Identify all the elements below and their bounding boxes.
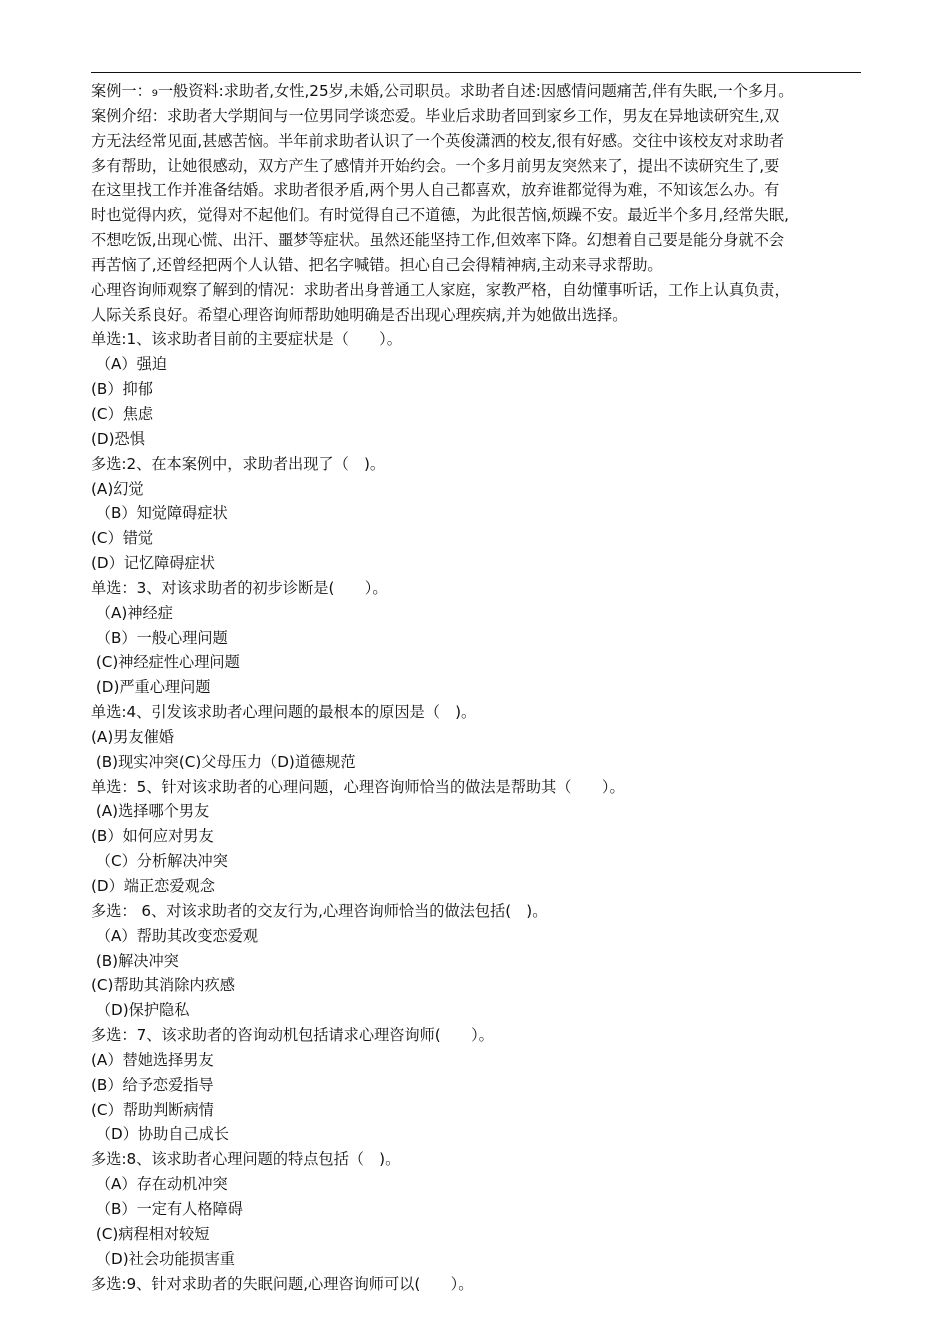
text-line: 多选： 6、对该求助者的交友行为,心理咨询师恰当的做法包括( )。	[91, 901, 548, 920]
text-line: (C)病程相对较短	[91, 1224, 210, 1243]
text-line: 在这里找工作并准备结婚。求助者很矛盾,两个男人自己都喜欢，放弃谁都觉得为难，不知该怎么办。有	[91, 181, 780, 200]
text-line: (D）端正恋爱观念	[91, 877, 215, 895]
text-line: （D）协助自己成长	[91, 1125, 230, 1144]
text-line: (C）焦虑	[91, 404, 154, 423]
text-line: 单选：5、针对该求助者的心理问题，心理咨询师恰当的做法是帮助其（ ）。	[91, 777, 625, 796]
text-line: 多选：7、该求助者的咨询动机包括请求心理咨询师( ）。	[91, 1026, 494, 1045]
text-line: 时也觉得内疚，觉得对不起他们。有时觉得自己不道德，为此很苦恼,烦躁不安。最近半个多月,经常失眠,	[91, 206, 789, 225]
text-line: （D)保护隐私	[91, 1001, 190, 1020]
text-line: (B）如何应对男友	[91, 827, 214, 846]
text-line: 人际关系良好。希望心理咨询师帮助她明确是否出现心理疾病,并为她做出选择。	[91, 305, 628, 324]
text-line: (B)解决冲突	[91, 951, 179, 970]
text-line: (A）替她选择男友	[91, 1050, 214, 1069]
text-line: 方无法经常见面,甚感苦恼。半年前求助者认识了一个英俊潇洒的校友,很有好感。交往中该校友对求助者	[91, 131, 785, 150]
document-page	[91, 72, 861, 1296]
text-line: 案例一：₉一般资料:求助者,女性,25岁,未婚,公司职员。求助者自述:因感情问题痛苦,伴有失眠,一个多月。	[91, 82, 794, 100]
text-line: 多选:9、针对求助者的失眠问题,心理咨询师可以( ）。	[91, 1274, 474, 1293]
text-line: (B）抑郁	[91, 380, 153, 399]
text-line: 多选:8、该求助者心理问题的特点包括（ )。	[91, 1150, 401, 1169]
text-line: (C）错觉	[91, 529, 154, 548]
text-line: （B）知觉障碍症状	[91, 504, 228, 523]
text-line: （B）一般心理问题	[91, 628, 228, 647]
text-line: (A)男友催婚	[91, 727, 174, 746]
text-line: (B）给予恋爱指导	[91, 1075, 214, 1094]
text-line: (A)选择哪个男友	[91, 802, 210, 821]
text-line: （A）帮助其改变恋爱观	[91, 926, 259, 945]
text-line: (C)神经症性心理问题	[91, 653, 240, 672]
text-line: (B)现实冲突(C)父母压力（D)道德规范	[91, 752, 356, 771]
text-line: 多有帮助，让她很感动，双方产生了感情并开始约会。一个多月前男友突然来了，提出不读研究生了,要	[91, 156, 780, 175]
text-line: （D)社会功能损害重	[91, 1249, 235, 1268]
text-line: 单选:1、该求助者目前的主要症状是（ ）。	[91, 330, 402, 349]
text-line: (C)帮助其消除内疚感	[91, 976, 235, 995]
text-line: 再苦恼了,还曾经把两个人认错、把名字喊错。担心自己会得精神病,主动来寻求帮助。	[91, 255, 663, 274]
text-line: 单选：3、对该求助者的初步诊断是( ）。	[91, 578, 388, 597]
text-line: （A）强迫	[91, 355, 167, 374]
text-line: 单选:4、引发该求助者心理问题的最根本的原因是（ )。	[91, 703, 477, 722]
text-line: （A)神经症	[91, 603, 173, 622]
text-line: 案例介绍：求助者大学期间与一位男同学谈恋爱。毕业后求助者回到家乡工作，男友在异地读研究生,双	[91, 106, 780, 125]
text-line: (C）帮助判断病情	[91, 1100, 214, 1119]
document-body	[91, 73, 861, 1296]
text-line: 不想吃饭,出现心慌、出汗、噩梦等症状。虽然还能坚持工作,但效率下降。幻想着自己要是能分身就不会	[91, 231, 785, 250]
text-line: (D)恐惧	[91, 429, 145, 448]
text-line: 心理咨询师观察了解到的情况：求助者出身普通工人家庭，家教严格，自幼懂事听话，工作上认真负责，	[91, 280, 790, 299]
text-line: （B）一定有人格障碍	[91, 1199, 243, 1218]
text-line: (D)严重心理问题	[91, 678, 211, 697]
text-line: (A)幻觉	[91, 479, 144, 498]
text-line: （A）存在动机冲突	[91, 1175, 228, 1194]
text-line: 多选:2、在本案例中，求助者出现了（ )。	[91, 454, 386, 473]
text-line: （C）分析解决冲突	[91, 852, 228, 871]
text-line: (D）记忆障碍症状	[91, 554, 215, 573]
